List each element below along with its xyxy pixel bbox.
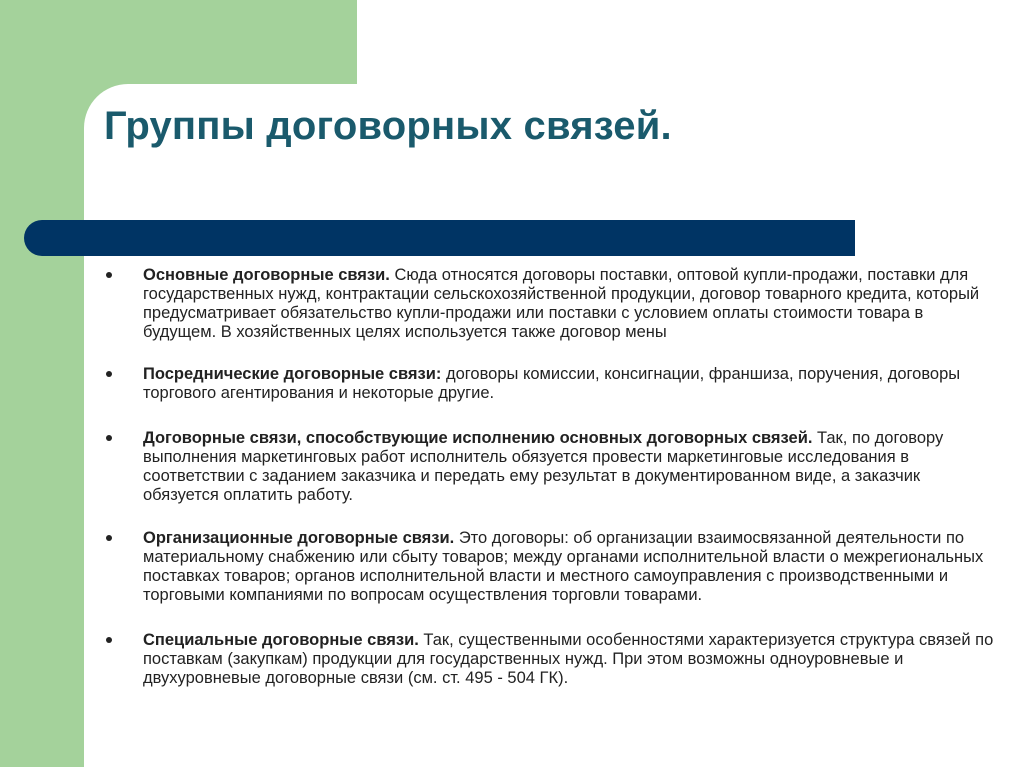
item-heading: Основные договорные связи. (143, 266, 390, 284)
list-item (100, 631, 995, 688)
item-heading: Посреднические договорные связи: (143, 365, 442, 383)
bullet-icon (106, 637, 112, 643)
list-item-text (143, 529, 995, 605)
title-divider-bar (24, 220, 855, 256)
item-body: Сюда относятся договоры поставки, оптовой купли-продажи, поставки для государственных нужд, контрактации сельскохозяйственной продукции, договор товарного кредита, который предусматривает обязательство купли-продажи или поставки с условием оплаты стоимости товара в будущем. В хозяйственных целях используется также договор мены (143, 266, 980, 341)
bullet-icon (106, 371, 112, 377)
bullet-icon (106, 272, 112, 278)
item-heading: Специальные договорные связи. (143, 631, 419, 649)
list-item (100, 266, 995, 342)
list-item-text (143, 429, 995, 505)
item-body: Так, по договору выполнения маркетинговых работ исполнитель обязуется провести маркетинговые исследования в соответствии с заданием заказчика и передать ему результат в документированном виде, а заказчик обязуется оплатить работу. (143, 429, 944, 504)
item-heading: Договорные связи, способствующие исполнению основных договорных связей. (143, 429, 813, 447)
item-body: Это договоры: об организации взаимосвязанной деятельности по материальному снабжению или сбыту товаров; между органами исполнительной власти о межрегиональных поставках товаров; органов исполнительной власти и местного самоуправления с производственными и торговыми компаниями по вопросам осуществления торговли товарами. (143, 529, 984, 604)
list-item-text (143, 631, 995, 688)
list-item (100, 429, 995, 505)
item-body: договоры комиссии, консигнации, франшиза, поручения, договоры торгового агентирования и некоторые другие. (143, 365, 961, 402)
list-item-text (143, 365, 995, 403)
list-item-text (143, 266, 995, 342)
item-body: Так, существенными особенностями характеризуется структура связей по поставкам (закупкам) продукции для государственных нужд. При этом возможны одноуровневые и двухуровневые договорные связи (см. ст. 495 - 504 ГК). (143, 631, 994, 687)
bullet-icon (106, 535, 112, 541)
slide-title: Группы договорных связей. (104, 104, 672, 148)
bullet-icon (106, 435, 112, 441)
list-item (100, 529, 995, 605)
bullet-list (100, 266, 995, 711)
item-heading: Организационные договорные связи. (143, 529, 455, 547)
list-item (100, 365, 995, 403)
